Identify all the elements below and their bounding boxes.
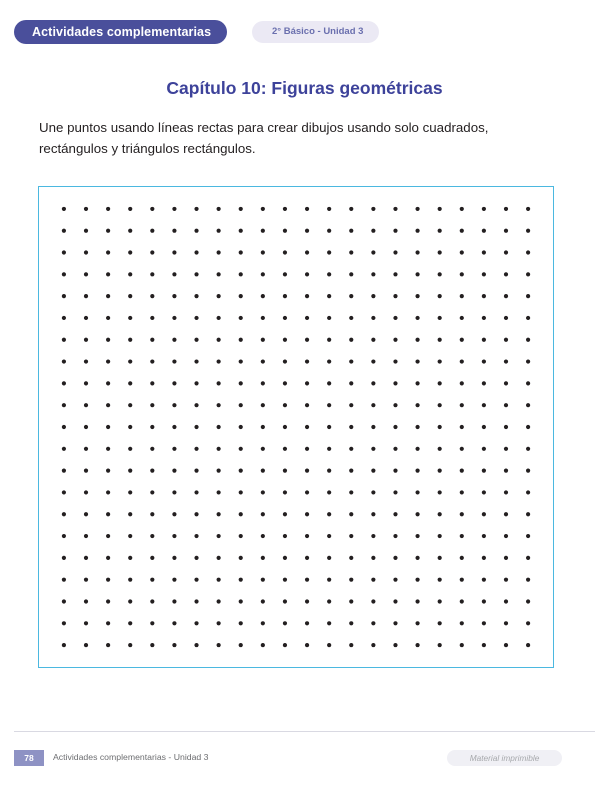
footer-divider <box>14 731 595 732</box>
document-header <box>0 20 609 46</box>
instructions-text: Une puntos usando líneas rectas para crear dibujos usando solo cuadrados, rectángulos y triángulos rectángulos. <box>39 120 489 156</box>
top-margin-band <box>0 0 609 10</box>
unit-tag: 2° Básico - Unidad 3 <box>252 21 379 43</box>
section-tag: Actividades complementarias <box>14 20 227 44</box>
page-title: Capítulo 10: Figuras geométricas <box>166 78 443 98</box>
footer-label: Actividades complementarias - Unidad 3 <box>53 752 209 762</box>
dot-grid-panel <box>38 186 554 668</box>
dot-grid <box>39 187 553 667</box>
printable-badge: Material imprimible <box>447 750 562 766</box>
page-number-badge: 78 <box>14 750 44 766</box>
